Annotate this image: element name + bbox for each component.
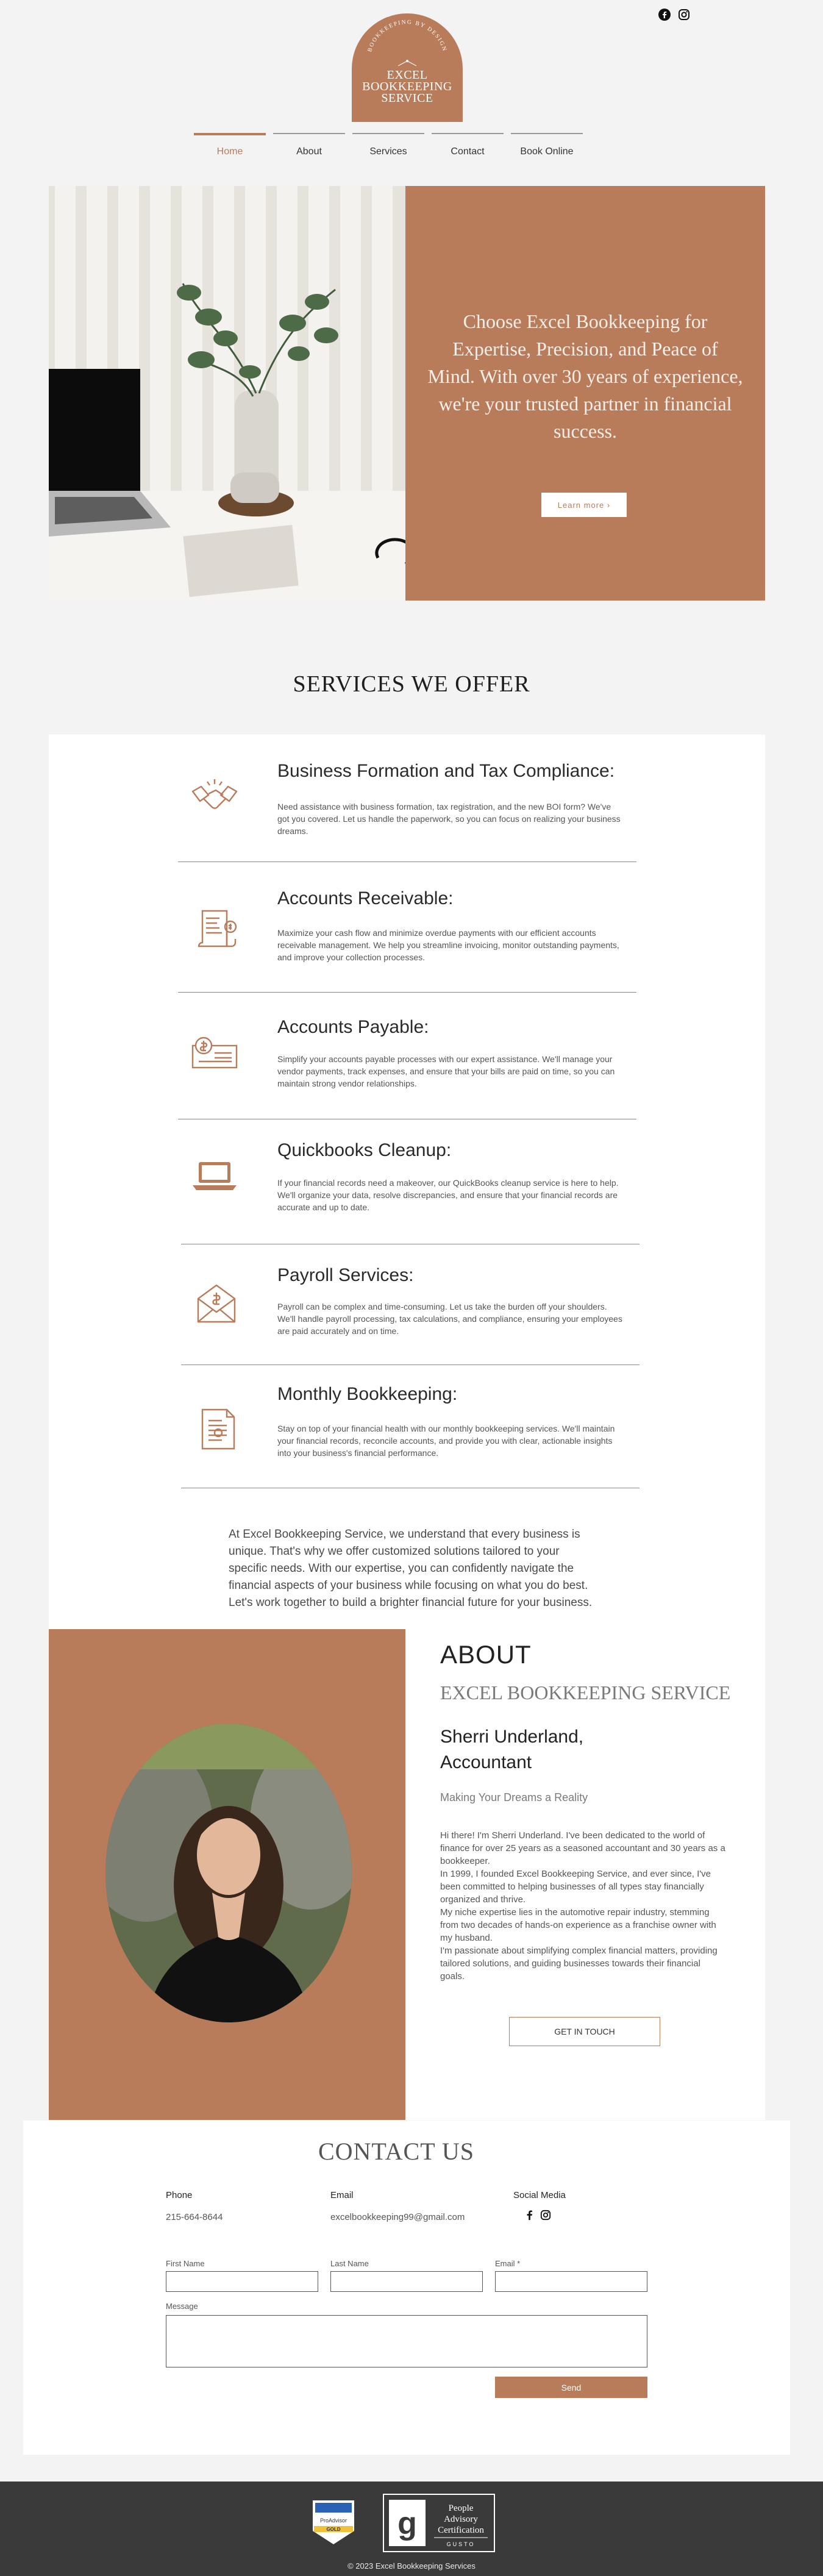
social-media-label: Social Media [513, 2190, 566, 2200]
service-description: If your financial records need a makeover, our QuickBooks cleanup service is here to help. We'll organize your data, resolve discrepancies, and ensure that your financial records are accurate and up to date. [277, 1178, 619, 1212]
services-title: SERVICES WE OFFER [293, 671, 530, 697]
service-description: Stay on top of your financial health with our monthly bookkeeping services. We'll maintain your financial records, reconcile accounts, and provide you with clear, actionable insights into your business's financial performance. [277, 1424, 615, 1458]
email-input[interactable] [495, 2271, 647, 2292]
svg-text:g: g [397, 2506, 417, 2541]
service-title: Quickbooks Cleanup: [277, 1140, 452, 1160]
about-tagline: Making Your Dreams a Reality [440, 1791, 588, 1804]
handshake-icon [190, 774, 239, 818]
invoice-icon [194, 907, 243, 951]
instagram-icon[interactable] [678, 9, 690, 21]
payroll-envelope-icon [192, 1282, 241, 1325]
svg-text:GOLD: GOLD [326, 2527, 341, 2532]
service-title: Accounts Payable: [277, 1017, 429, 1037]
services-summary: At Excel Bookkeeping Service, we understand that every business is unique. That's why we offer customized solutions tailored to your specific needs. With our expertise, you can confidently navigate the financial aspects of your business while focusing on what you do best. Let's work together to build a brighter financial future for your business. [229, 1528, 593, 1609]
first-name-label: First Name [166, 2259, 205, 2268]
facebook-icon[interactable] [524, 2210, 535, 2221]
contact-heading: CONTACT US [318, 2138, 475, 2165]
service-title: Accounts Receivable: [277, 888, 454, 908]
logo-arc-text [352, 13, 463, 74]
nav-contact[interactable]: Contact [432, 133, 504, 157]
service-description: Need assistance with business formation, tax registration, and the new BOI form? We've got you covered. Let us handle the paperwork, so you can focus on realizing your business dreams. [277, 802, 621, 836]
service-title: Payroll Services: [277, 1265, 414, 1285]
phone-value[interactable]: 215-664-8644 [166, 2212, 223, 2222]
nav-home[interactable]: Home [194, 133, 266, 157]
last-name-input[interactable] [330, 2271, 483, 2292]
svg-text:Certification: Certification [438, 2525, 484, 2535]
service-description: Payroll can be complex and time-consuming. Let us take the burden off your shoulders. We'll handle payroll processing, tax calculations, and compliance, ensuring your employees are paid accurately and on time. [277, 1302, 622, 1336]
nav-book-online[interactable]: Book Online [511, 133, 583, 157]
send-button[interactable]: Send [495, 2377, 647, 2398]
copyright-text: © 2023 Excel Bookkeeping Services [347, 2561, 476, 2571]
owner-portrait [49, 1629, 405, 2120]
laptop-icon [190, 1154, 239, 1197]
hero-headline: Choose Excel Bookkeeping for Expertise, Precision, and Peace of Mind. With over 30 years of experience, we're your trusted partner in financial success. [427, 310, 743, 442]
service-title: Monthly Bookkeeping: [277, 1384, 458, 1404]
contact-social-links [524, 2210, 551, 2221]
logo-brand-text: EXCEL BOOKKEEPING SERVICE [362, 68, 452, 105]
message-textarea[interactable] [166, 2315, 647, 2367]
gusto-people-advisory-badge [383, 2494, 495, 2552]
learn-more-button[interactable]: Learn more › [541, 493, 627, 517]
svg-text:People: People [448, 2503, 474, 2513]
nav-about[interactable]: About [273, 133, 345, 157]
email-label: Email [330, 2190, 354, 2200]
svg-text:Advisory: Advisory [444, 2514, 478, 2524]
service-title: Business Formation and Tax Compliance: [277, 761, 615, 781]
service-divider [178, 992, 636, 993]
about-subheading: EXCEL BOOKKEEPING SERVICE [440, 1682, 731, 1704]
proadvisor-gold-badge [309, 2498, 358, 2547]
facebook-icon[interactable] [658, 9, 671, 21]
phone-label: Phone [166, 2190, 193, 2200]
first-name-input[interactable] [166, 2271, 318, 2292]
about-photo-panel [49, 1629, 405, 2120]
service-description: Simplify your accounts payable processes with our expert assistance. We'll manage your vendor payments, track expenses, and ensure that your bills are paid on time, so you can maintain strong vendor relationships. [277, 1054, 615, 1088]
instagram-icon[interactable] [540, 2210, 551, 2221]
main-nav [194, 133, 583, 157]
header-social-links [658, 9, 690, 21]
hero-desk-image [49, 186, 405, 601]
nav-services[interactable]: Services [352, 133, 424, 157]
about-bio: Hi there! I'm Sherri Underland. I've been dedicated to the world of finance for over 25 years as a seasoned accountant and 30 years as a bookkeeper. In 1999, I founded Excel Bookkeeping Service, and ever since, I've been committed to helping businesses of all types stay financially organized and thrive. My niche expertise lies in the automotive repair industry, stemming from two decades of hands-on experience as a franchise owner with my husband. I'm passionate about simplifying complex financial matters, providing tailored solutions, and guiding businesses towards their financial goals. [440, 1830, 725, 1982]
svg-text:GUSTO: GUSTO [446, 2541, 476, 2547]
cash-bill-icon [190, 1032, 239, 1076]
last-name-label: Last Name [330, 2259, 369, 2268]
svg-text:ProAdvisor: ProAdvisor [319, 2517, 347, 2524]
owner-name: Sherri Underland, Accountant [440, 1727, 584, 1772]
email-value[interactable]: excelbookkeeping99@gmail.com [330, 2212, 465, 2222]
service-description: Maximize your cash flow and minimize overdue payments with our efficient accounts receivable management. We help you streamline invoicing, monitor outstanding payments, and improve your collection processes. [277, 928, 619, 962]
message-label: Message [166, 2302, 198, 2311]
ledger-document-icon [194, 1407, 243, 1451]
email-input-label: Email * [495, 2259, 521, 2268]
get-in-touch-button[interactable]: GET IN TOUCH [509, 2017, 660, 2046]
svg-text:BOOKKEEPING BY DESIGN: BOOKKEEPING BY DESIGN [366, 19, 448, 53]
about-heading: ABOUT [440, 1640, 532, 1669]
site-logo[interactable] [352, 13, 463, 122]
